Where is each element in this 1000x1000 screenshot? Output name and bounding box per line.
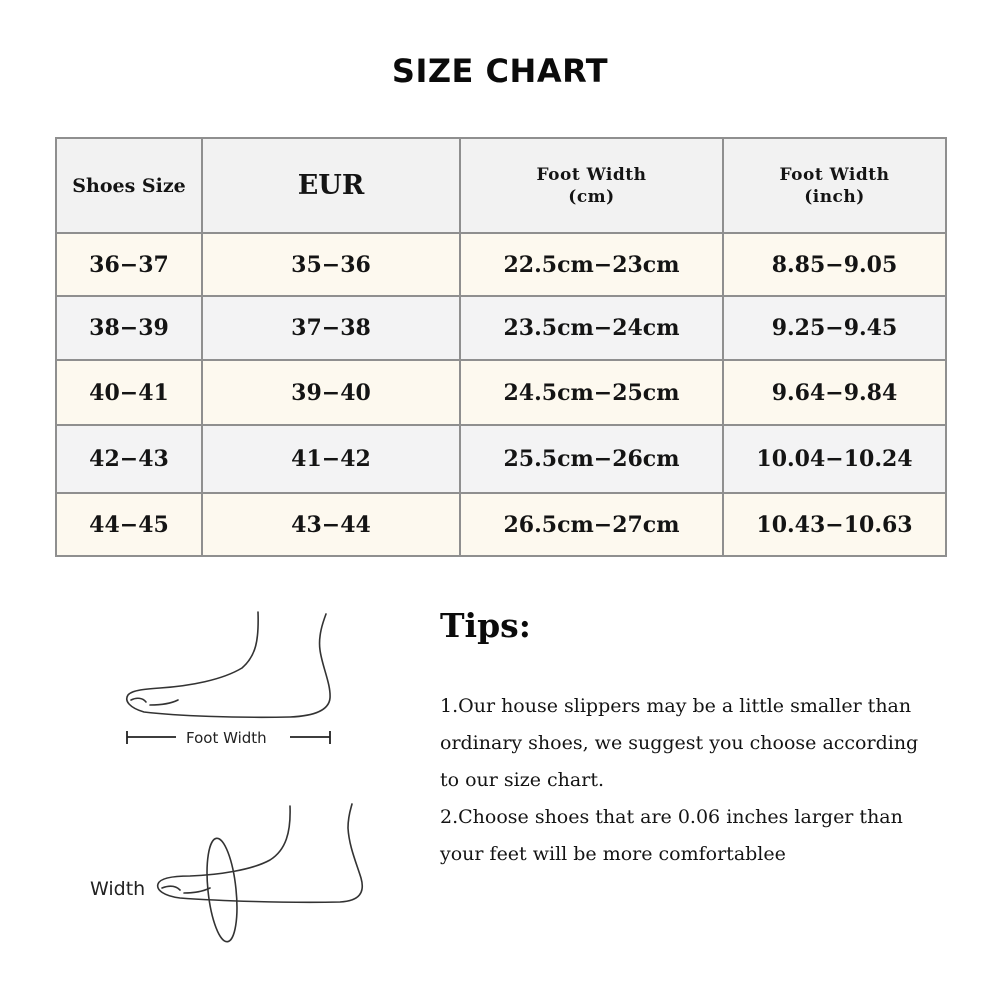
table-row xyxy=(56,296,946,360)
cell-foot-width-inch: 8.85−9.05 xyxy=(723,233,946,296)
header-foot-width-inch-label: Foot Width xyxy=(779,164,890,185)
foot-side-view-top xyxy=(127,612,330,717)
cell-foot-width-cm: 22.5cm−23cm xyxy=(460,233,723,296)
cell-foot-width-inch: 9.64−9.84 xyxy=(723,360,946,425)
cell-eur: 39−40 xyxy=(202,360,460,425)
cell-shoes-size: 42−43 xyxy=(56,425,202,493)
cell-foot-width-cm: 25.5cm−26cm xyxy=(460,425,723,493)
table-row xyxy=(56,425,946,493)
cell-foot-width-cm: 23.5cm−24cm xyxy=(460,296,723,360)
cell-foot-width-cm: 24.5cm−25cm xyxy=(460,360,723,425)
header-shoes-size-label: Shoes Size xyxy=(72,174,186,197)
header-foot-width-inch-unit: (inch) xyxy=(804,186,865,207)
header-foot-width-inch xyxy=(723,138,946,233)
foot-measurement-diagram xyxy=(80,600,390,960)
cell-shoes-size: 44−45 xyxy=(56,493,202,556)
cell-foot-width-inch: 10.04−10.24 xyxy=(723,425,946,493)
tip-item: 2.Choose shoes that are 0.06 inches larger than your feet will be more comfortablee xyxy=(440,806,903,865)
header-foot-width-cm-unit: (cm) xyxy=(568,186,615,207)
foot-side-view-bottom xyxy=(158,804,363,902)
tips-list xyxy=(440,688,940,873)
cell-eur: 37−38 xyxy=(202,296,460,360)
table-row xyxy=(56,360,946,425)
cell-foot-width-cm: 26.5cm−27cm xyxy=(460,493,723,556)
cell-shoes-size: 38−39 xyxy=(56,296,202,360)
header-shoes-size xyxy=(56,138,202,233)
table-row xyxy=(56,493,946,556)
cell-shoes-size: 36−37 xyxy=(56,233,202,296)
table-row xyxy=(56,233,946,296)
cell-foot-width-inch: 10.43−10.63 xyxy=(723,493,946,556)
header-foot-width-cm-label: Foot Width xyxy=(536,164,647,185)
cell-shoes-size: 40−41 xyxy=(56,360,202,425)
table-header-row xyxy=(56,138,946,233)
foot-width-label: Foot Width xyxy=(186,729,267,747)
cell-foot-width-inch: 9.25−9.45 xyxy=(723,296,946,360)
tip-item: 1.Our house slippers may be a little smaller than ordinary shoes, we suggest you choose according to our size chart. xyxy=(440,695,919,791)
tips-heading: Tips: xyxy=(440,606,531,645)
header-foot-width-cm xyxy=(460,138,723,233)
cell-eur: 43−44 xyxy=(202,493,460,556)
page-title: SIZE CHART xyxy=(391,52,609,90)
width-label: Width xyxy=(90,878,146,900)
cell-eur: 35−36 xyxy=(202,233,460,296)
size-chart-table xyxy=(55,137,947,557)
cell-eur: 41−42 xyxy=(202,425,460,493)
header-eur xyxy=(202,138,460,233)
width-measure-loop xyxy=(203,837,242,943)
header-eur-label: EUR xyxy=(297,170,365,201)
